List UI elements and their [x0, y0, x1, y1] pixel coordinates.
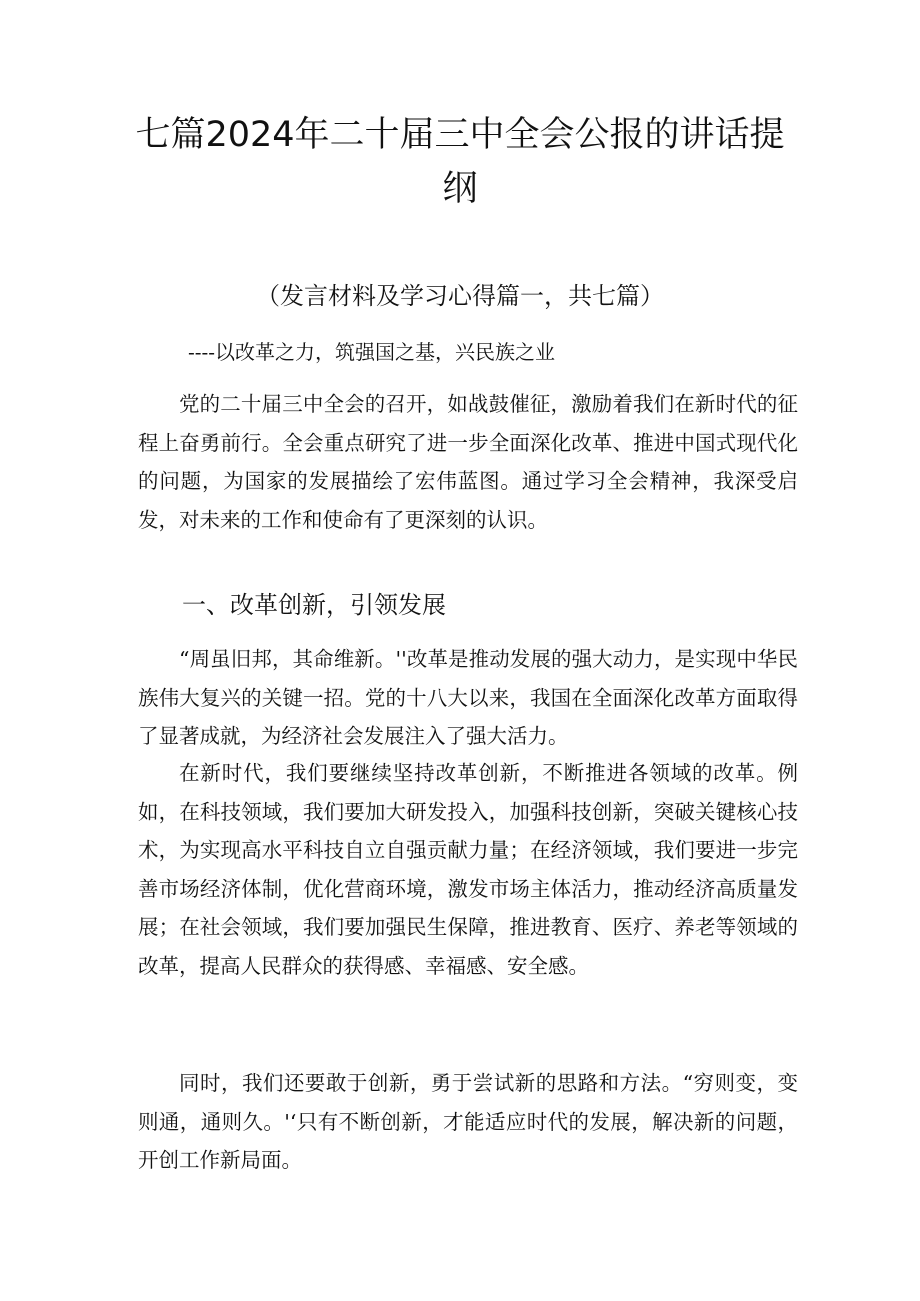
document-motto: ----以改革之力，筑强国之基，兴民族之业	[188, 340, 556, 364]
body-paragraph: “周虽旧邦，其命维新。''改革是推动发展的强大动力，是实现中华民族伟大复兴的关键一招。党的十八大以来，我国在全面深化改革方面取得了显著成就，为经济社会发展注入了强大活力。	[138, 647, 798, 749]
body-paragraph: 在新时代，我们要继续坚持改革创新，不断推进各领域的改革。例如，在科技领域，我们要加大研发投入，加强科技创新，突破关键核心技术，为实现高水平科技自立自强贡献力量；在经济领域，我们要进一步完善市场经济体制，优化营商环境，激发市场主体活力，推动经济高质量发展；在社会领域，我们要加强民生保障，推进教育、医疗、养老等领域的改革，提高人民群众的获得感、幸福感、安全感。	[138, 761, 798, 978]
document-subtitle: （发言材料及学习心得篇一，共七篇）	[256, 282, 664, 310]
document-title: 七篇2024年二十届三中全会公报的讲话提纲	[135, 115, 785, 209]
body-paragraph: 同时，我们还要敢于创新，勇于尝试新的思路和方法。“穷则变，变则通，通则久。'‘只有不断创新，才能适应时代的发展，解决新的问题，开创工作新局面。	[138, 1071, 798, 1173]
section-heading: 一、改革创新，引领发展	[182, 591, 446, 619]
intro-paragraph: 党的二十届三中全会的召开，如战鼓催征，激励着我们在新时代的征程上奋勇前行。全会重点研究了进一步全面深化改革、推进中国式现代化的问题，为国家的发展描绘了宏伟蓝图。通过学习全会精神，我深受启发，对未来的工作和使命有了更深刻的认识。	[138, 392, 798, 532]
